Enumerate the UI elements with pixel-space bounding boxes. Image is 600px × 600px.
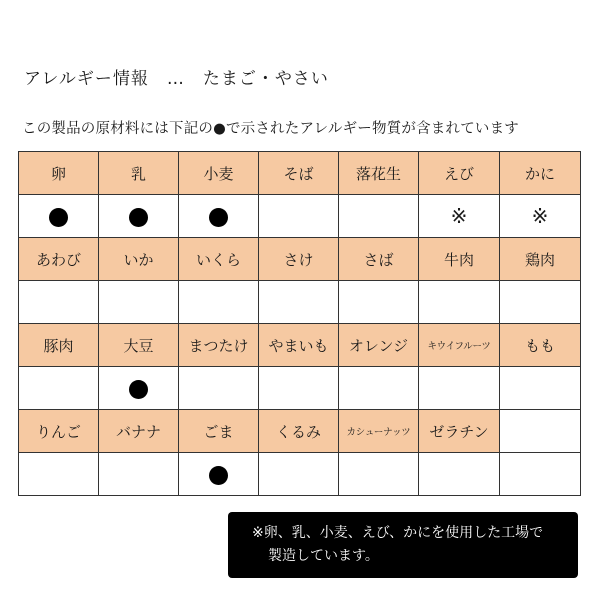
- allergen-name-cell: 小麦: [179, 152, 259, 195]
- factory-note: [228, 512, 578, 578]
- factory-note-line-1: ※卵、乳、小麦、えび、かにを使用した工場で: [252, 525, 544, 541]
- allergen-mark-row: [19, 367, 581, 410]
- page-subtitle: この製品の原材料には下記の●で示されたアレルギー物質が含まれています: [22, 121, 520, 137]
- allergen-name-cell: 乳: [99, 152, 179, 195]
- allergen-name-cell: かに: [500, 152, 581, 195]
- allergen-name-cell: やまいも: [259, 324, 339, 367]
- allergen-table: [18, 151, 581, 496]
- allergen-name-cell: あわび: [19, 238, 99, 281]
- allergen-table-body: [19, 152, 581, 496]
- allergen-name-cell: 落花生: [339, 152, 419, 195]
- contains-dot-icon: [209, 208, 228, 227]
- allergen-mark-cell: [259, 453, 339, 496]
- factory-note-line-2: 製造しています。: [268, 548, 379, 564]
- allergen-mark-cell: [500, 367, 581, 410]
- contains-dot-icon: [129, 380, 148, 399]
- allergen-name-cell: りんご: [19, 410, 99, 453]
- contains-dot-icon: [209, 466, 228, 485]
- allergen-mark-cell: [500, 281, 581, 324]
- allergen-name-cell: さけ: [259, 238, 339, 281]
- allergen-mark-cell: [19, 453, 99, 496]
- allergen-mark-cell: [19, 367, 99, 410]
- allergen-name-cell: いくら: [179, 238, 259, 281]
- allergen-mark-cell: [339, 195, 419, 238]
- allergen-name-cell: バナナ: [99, 410, 179, 453]
- allergen-name-cell: えび: [419, 152, 500, 195]
- allergen-name-cell: オレンジ: [339, 324, 419, 367]
- allergen-mark-cell: [419, 367, 500, 410]
- contains-dot-icon: [49, 208, 68, 227]
- allergen-mark-cell: [179, 367, 259, 410]
- allergen-mark-cell: [259, 281, 339, 324]
- page-title: アレルギー情報 … たまご・やさい: [24, 69, 329, 89]
- allergen-mark-cell: [99, 195, 179, 238]
- allergen-mark-cell: ※: [419, 195, 500, 238]
- allergen-mark-cell: [339, 453, 419, 496]
- allergen-name-cell: そば: [259, 152, 339, 195]
- allergen-mark-cell: [419, 453, 500, 496]
- allergen-mark-cell: [419, 281, 500, 324]
- allergen-mark-row: [19, 195, 581, 238]
- allergen-mark-cell: ※: [500, 195, 581, 238]
- allergen-name-cell: まつたけ: [179, 324, 259, 367]
- allergen-mark-cell: [19, 195, 99, 238]
- allergen-mark-cell: [99, 453, 179, 496]
- allergen-name-row: [19, 238, 581, 281]
- allergen-name-row: [19, 152, 581, 195]
- allergen-name-cell: 豚肉: [19, 324, 99, 367]
- allergen-mark-row: [19, 281, 581, 324]
- allergen-mark-cell: [339, 367, 419, 410]
- allergen-name-cell: ごま: [179, 410, 259, 453]
- allergen-name-cell: 大豆: [99, 324, 179, 367]
- allergen-name-cell: もも: [500, 324, 581, 367]
- allergen-name-cell: 卵: [19, 152, 99, 195]
- allergen-mark-cell: [99, 281, 179, 324]
- allergen-name-cell: キウイフルーツ: [419, 324, 500, 367]
- allergen-mark-cell: [259, 195, 339, 238]
- allergen-mark-row: [19, 453, 581, 496]
- allergen-name-row: [19, 410, 581, 453]
- allergen-name-cell: 鶏肉: [500, 238, 581, 281]
- allergen-mark-cell: [179, 195, 259, 238]
- allergen-name-cell: 牛肉: [419, 238, 500, 281]
- contains-dot-icon: [129, 208, 148, 227]
- allergen-name-cell: いか: [99, 238, 179, 281]
- allergen-name-cell: さば: [339, 238, 419, 281]
- allergen-mark-cell: [259, 367, 339, 410]
- allergen-mark-cell: [500, 453, 581, 496]
- allergen-mark-cell: [19, 281, 99, 324]
- allergen-name-cell: くるみ: [259, 410, 339, 453]
- allergen-name-cell: ゼラチン: [419, 410, 500, 453]
- allergen-mark-cell: [99, 367, 179, 410]
- allergen-name-cell: カシューナッツ: [339, 410, 419, 453]
- allergen-mark-cell: [179, 281, 259, 324]
- allergen-name-row: [19, 324, 581, 367]
- allergen-mark-cell: [179, 453, 259, 496]
- allergen-mark-cell: [339, 281, 419, 324]
- allergen-name-cell: [500, 410, 581, 453]
